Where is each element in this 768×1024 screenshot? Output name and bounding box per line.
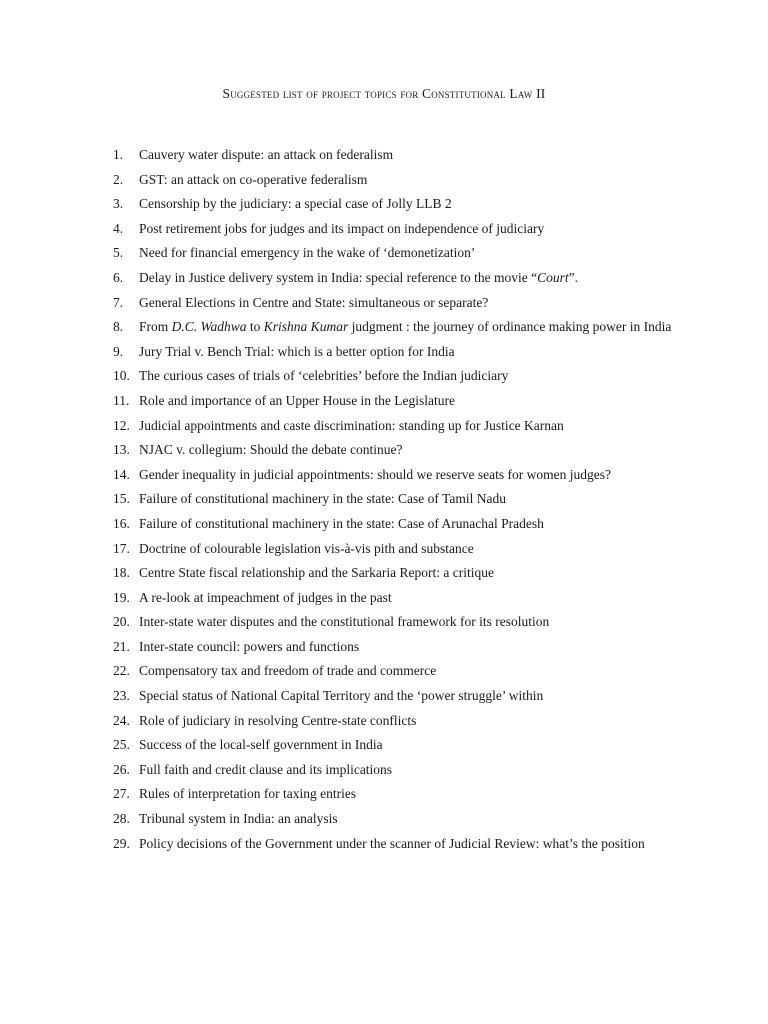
item-text: Doctrine of colourable legislation vis-à-vis pith and substance (139, 540, 474, 556)
list-item (0, 192, 679, 217)
item-number: 16. (113, 515, 130, 531)
list-item (0, 241, 679, 266)
list-item (0, 610, 679, 635)
list-item (0, 684, 679, 709)
list-item (0, 537, 679, 562)
item-text-part: From (139, 319, 172, 335)
list-item (0, 758, 679, 783)
item-text: Centre State fiscal relationship and the Sarkaria Report: a critique (139, 565, 495, 581)
item-number: 25. (113, 737, 130, 753)
list-item (0, 586, 679, 611)
item-number: 4. (113, 220, 124, 236)
list-item (0, 143, 679, 168)
item-number: 18. (113, 565, 130, 581)
item-number: 1. (113, 147, 124, 162)
item-text: The curious cases of trials of ‘celebrities’ before the Indian judiciary (139, 368, 509, 384)
item-number: 8. (113, 319, 124, 335)
item-number: 20. (113, 614, 130, 630)
item-number: 11. (113, 392, 130, 408)
list-item (0, 266, 679, 291)
item-text: Judicial appointments and caste discrimination: standing up for Justice Karnan (139, 417, 564, 433)
item-text: Gender inequality in judicial appointments: should we reserve seats for women judges? (139, 466, 611, 482)
list-item (0, 389, 679, 414)
item-number: 27. (113, 786, 130, 802)
item-number: 6. (113, 269, 124, 285)
item-text: Tribunal system in India: an analysis (139, 811, 338, 827)
case-name: D.C. Wadhwa (171, 319, 247, 335)
item-text: Success of the local-self government in India (139, 737, 383, 753)
item-number: 5. (113, 245, 124, 261)
list-item (0, 561, 679, 586)
item-text: Role and importance of an Upper House in the Legislature (139, 392, 456, 408)
item-text (139, 319, 671, 334)
topic-list (0, 143, 768, 856)
list-item (0, 340, 679, 365)
item-number: 22. (113, 663, 130, 679)
item-text: A re-look at impeachment of judges in the past (139, 589, 392, 605)
list-item (0, 168, 679, 193)
list-item (0, 463, 679, 488)
item-text: Inter-state water disputes and the constitutional framework for its resolution (139, 614, 550, 630)
list-item (0, 315, 679, 340)
list-item (0, 659, 679, 684)
item-number: 14. (113, 466, 130, 482)
item-number: 23. (113, 688, 130, 704)
case-name: Krishna Kumar (263, 319, 349, 335)
list-item (0, 487, 679, 512)
movie-title: Court (537, 269, 569, 285)
list-item (0, 291, 679, 316)
item-text (139, 270, 578, 285)
item-text: Cauvery water dispute: an attack on federalism (139, 147, 394, 162)
item-text-part: ”. (568, 269, 578, 285)
item-text: Full faith and credit clause and its implications (139, 761, 393, 777)
list-item (0, 782, 679, 807)
item-number: 2. (113, 171, 124, 187)
item-text: Jury Trial v. Bench Trial: which is a better option for India (139, 343, 455, 359)
item-text: Inter-state council: powers and functions (139, 638, 360, 654)
item-text: GST: an attack on co-operative federalism (139, 171, 368, 187)
item-number: 10. (113, 368, 130, 384)
item-number: 24. (113, 712, 130, 728)
item-number: 26. (113, 761, 130, 777)
item-number: 7. (113, 294, 124, 310)
list-item (0, 512, 679, 537)
item-text: NJAC v. collegium: Should the debate continue? (139, 442, 403, 458)
item-number: 12. (113, 417, 130, 433)
item-number: 3. (113, 196, 124, 212)
list-item (0, 217, 679, 242)
item-text: Failure of constitutional machinery in the state: Case of Arunachal Pradesh (139, 515, 544, 531)
item-text: Censorship by the judiciary: a special case of Jolly LLB 2 (139, 196, 452, 212)
item-text: Need for financial emergency in the wake of ‘demonetization’ (139, 245, 476, 261)
item-number: 9. (113, 343, 124, 359)
item-text: Post retirement jobs for judges and its impact on independence of judiciary (139, 220, 545, 236)
item-number: 13. (113, 442, 130, 458)
item-text: Policy decisions of the Government under the scanner of Judicial Review: what’s the position (139, 835, 645, 851)
list-item (0, 832, 679, 857)
item-number: 17. (113, 540, 130, 556)
list-item (0, 733, 679, 758)
item-text: Rules of interpretation for taxing entries (139, 786, 357, 802)
item-text: Special status of National Capital Territory and the ‘power struggle’ within (139, 688, 544, 704)
item-number: 19. (113, 589, 130, 605)
item-text: General Elections in Centre and State: simultaneous or separate? (139, 294, 489, 310)
item-text: Role of judiciary in resolving Centre-state conflicts (139, 712, 417, 728)
item-text-part: Delay in Justice delivery system in India: special reference to the movie “ (139, 269, 538, 285)
item-text: Failure of constitutional machinery in the state: Case of Tamil Nadu (139, 491, 506, 507)
item-text-part: to (246, 319, 264, 335)
item-text: Compensatory tax and freedom of trade and commerce (139, 663, 437, 679)
item-text-part: judgment : the journey of ordinance making power in India (348, 319, 672, 335)
list-item (0, 709, 679, 734)
list-item (0, 635, 679, 660)
page-title: Suggested list of project topics for Constitutional Law II (222, 86, 546, 101)
list-item (0, 438, 679, 463)
item-number: 15. (113, 491, 130, 507)
item-number: 21. (113, 638, 130, 654)
list-item (0, 414, 679, 439)
item-number: 28. (113, 811, 130, 827)
list-item (0, 364, 679, 389)
item-number: 29. (113, 835, 130, 851)
list-item (0, 807, 679, 832)
